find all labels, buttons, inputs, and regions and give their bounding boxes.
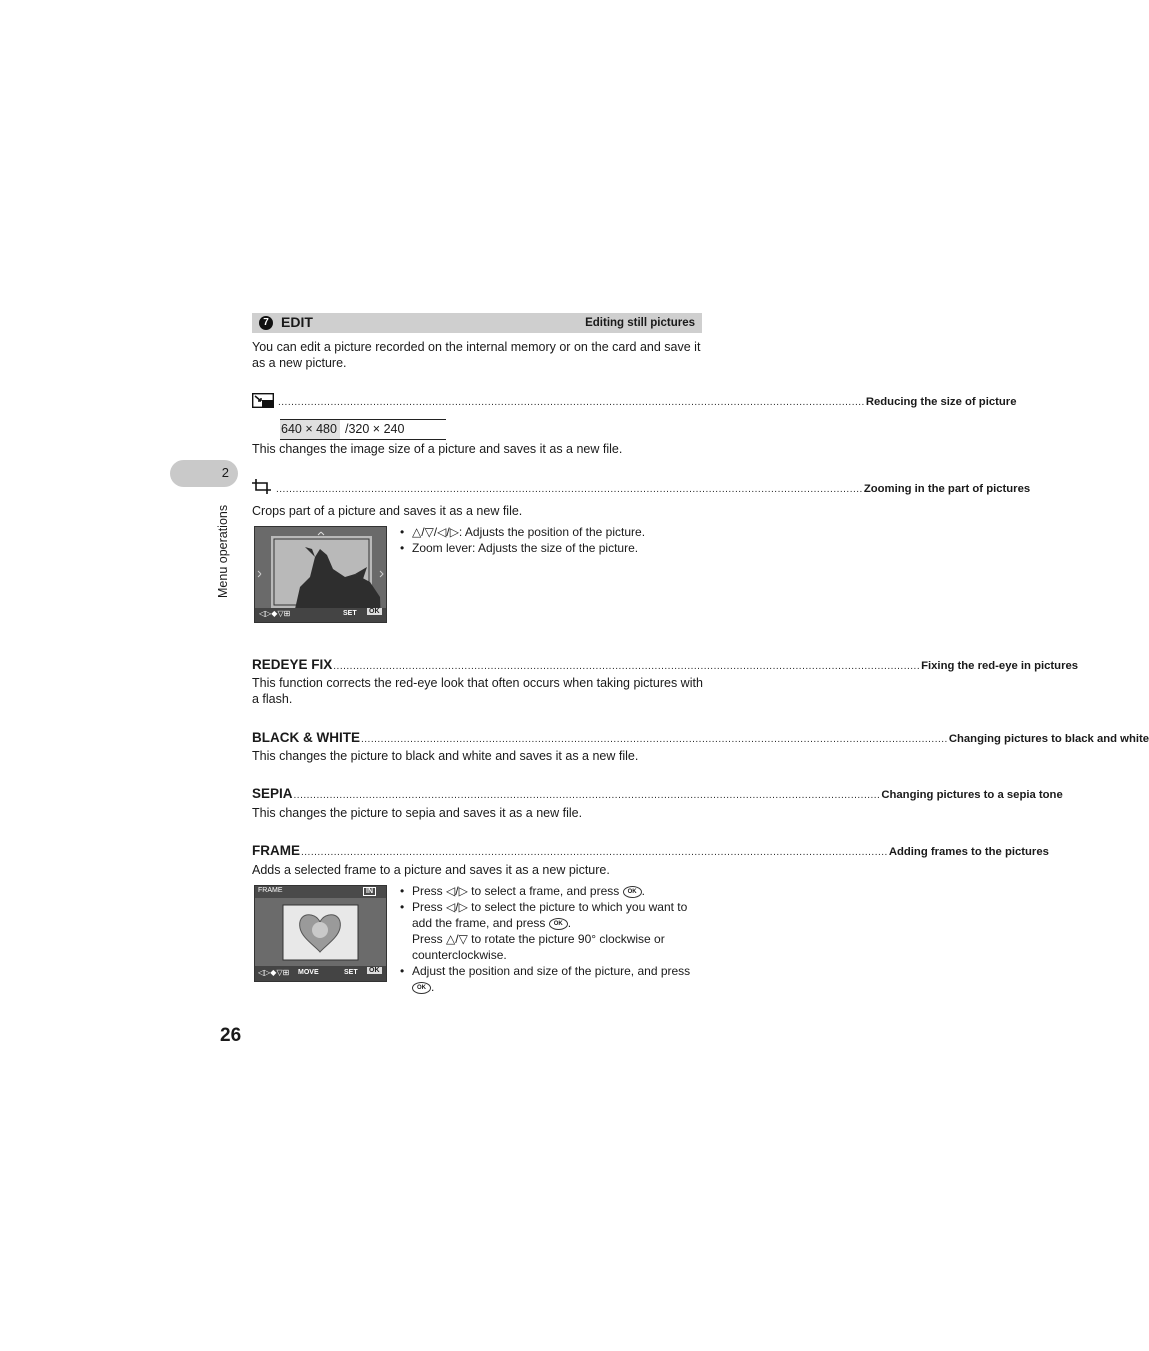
section-number: 7: [259, 316, 273, 330]
crop-bullet-1: • △/▽/◁/▷: Adjusts the position of the picture.: [399, 524, 704, 540]
redeye-row: [252, 656, 1079, 672]
redeye-text: This function corrects the red-eye look that often occurs when taking pictures with a flash.: [252, 676, 703, 706]
crop-text: Crops part of a picture and saves it as a new file.: [252, 504, 523, 518]
bw-leader: ...................................................................................................................................................................................: [361, 734, 948, 745]
frame-lcd-arrows-icon: ◁▷◆▽⊞: [258, 968, 290, 977]
section-title: EDIT: [281, 314, 313, 330]
frame-bullet-1: • Press ◁/▷ to select a frame, and press OK .: [399, 883, 704, 899]
crop-lcd-arrows-icon: ◁▷◆▽⊞: [259, 609, 291, 618]
chapter-tab[interactable]: [170, 460, 238, 487]
resize-leader: ...................................................................................................................................................................................: [278, 397, 865, 408]
frame-name: FRAME: [252, 843, 300, 858]
frame-screen-image: [254, 885, 387, 982]
frame-lcd-move: MOVE: [298, 969, 319, 976]
resize-option-320[interactable]: /320 × 240: [345, 422, 405, 436]
redeye-leader: ...................................................................................................................................................................................: [333, 661, 921, 672]
ok-button-icon: OK: [412, 982, 431, 994]
intro-text: You can edit a picture recorded on the internal memory or on the card and save it as a new picture.: [252, 340, 701, 370]
redeye-name: REDEYE FIX: [252, 657, 333, 672]
left-right-icon: ◁/▷: [446, 900, 468, 914]
bw-text: This changes the picture to black and white and saves it as a new file.: [252, 749, 639, 763]
crop-bullet-2: • Zoom lever: Adjusts the size of the picture.: [399, 540, 704, 556]
resize-text: This changes the image size of a picture and saves it as a new file.: [252, 442, 623, 456]
frame-bullet-3: • Adjust the position and size of the picture, and press OK .: [399, 963, 704, 995]
frame-lcd-badge: IN: [363, 887, 376, 896]
crop-lcd-set: SET: [343, 610, 357, 617]
left-right-icon: ◁/▷: [446, 884, 468, 898]
section-subtitle: Editing still pictures: [585, 317, 695, 329]
crop-instructions: [399, 524, 704, 556]
resize-icon: [252, 393, 274, 408]
bw-row: [252, 729, 1149, 745]
redeye-description: Fixing the red-eye in pictures: [921, 660, 1079, 672]
crop-lcd-ok: OK: [369, 608, 380, 615]
frame-lcd-ok: OK: [369, 967, 380, 974]
bw-name: BLACK & WHITE: [252, 730, 360, 745]
chapter-number: 2: [221, 465, 229, 480]
bw-description: Changing pictures to black and white: [948, 733, 1149, 745]
crop-screen-image: [254, 526, 387, 623]
frame-instructions: [399, 883, 704, 995]
ok-button-icon: OK: [549, 918, 568, 930]
crop-icon: [252, 479, 272, 495]
frame-lcd-title: FRAME: [258, 887, 283, 894]
sepia-text: This changes the picture to sepia and saves it as a new file.: [252, 806, 583, 820]
ok-button-icon: OK: [623, 886, 642, 898]
resize-row: [252, 392, 1017, 408]
crop-leader: ...................................................................................................................................................................................: [276, 484, 863, 495]
up-down-icon: △/▽: [446, 932, 468, 946]
crop-description: Zooming in the part of pictures: [863, 483, 1031, 495]
page-number: 26: [220, 1025, 242, 1046]
section-header: [252, 313, 702, 333]
frame-leader: ...................................................................................................................................................................................: [301, 847, 888, 858]
chapter-label: Menu operations: [216, 504, 230, 598]
sepia-name: SEPIA: [252, 786, 293, 801]
frame-text: Adds a selected frame to a picture and saves it as a new picture.: [252, 863, 610, 877]
sepia-row: [252, 785, 1063, 801]
resize-description: Reducing the size of picture: [865, 396, 1017, 408]
frame-lcd-set: SET: [344, 969, 358, 976]
frame-bullet-2: • Press ◁/▷ to select the picture to which you want to add the frame, and press OK . Press △/▽ to rotate the picture 90° clockwise or counterclockwise.: [399, 899, 704, 963]
resize-option-640[interactable]: 640 × 480: [280, 420, 340, 439]
arrow-keys-icon: △/▽/◁/▷: [412, 525, 459, 539]
sepia-leader: ...................................................................................................................................................................................: [293, 790, 881, 801]
frame-row: [252, 842, 1049, 858]
crop-row: [252, 479, 1031, 495]
resize-options: [280, 419, 446, 440]
sepia-description: Changing pictures to a sepia tone: [881, 789, 1063, 801]
frame-description: Adding frames to the pictures: [888, 846, 1049, 858]
